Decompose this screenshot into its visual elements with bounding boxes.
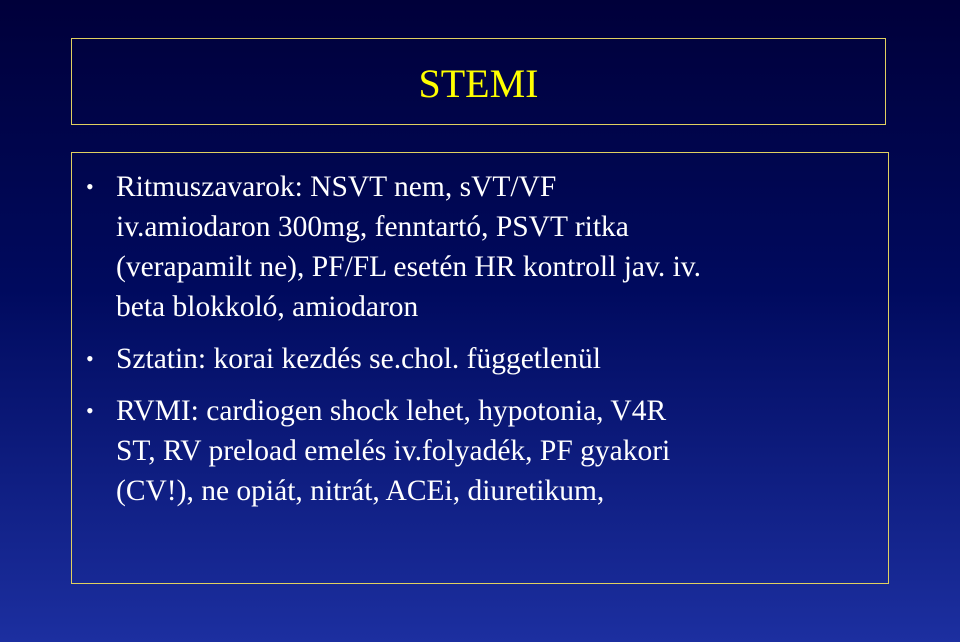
bullet-line: RVMI: cardiogen shock lehet, hypotonia, V4R [116,395,667,427]
bullet-icon: • [86,398,94,423]
bullet-line: ST, RV preload emelés iv.folyadék, PF gyakori [116,435,671,467]
bullet-line: (verapamilt ne), PF/FL esetén HR kontroll jav. iv. [116,251,701,283]
title-frame [71,38,886,125]
content-frame [71,152,889,584]
bullet-item-rvmi [72,391,701,511]
slide-title: STEMI [418,60,539,106]
bullet-icon: • [86,174,94,199]
bullet-line: Ritmuszavarok: NSVT nem, sVT/VF [116,171,557,203]
bullet-line: (CV!), ne opiát, nitrát, ACEi, diuretikum, [116,475,605,507]
bullet-item-statin [72,339,701,379]
bullet-line: beta blokkoló, amiodaron [116,291,419,323]
bullet-icon: • [86,346,94,371]
bullet-line: Sztatin: korai kezdés se.chol. függetlenül [116,343,601,375]
bullet-line: iv.amiodaron 300mg, fenntartó, PSVT ritka [116,211,629,243]
bullet-item-arrhythmia [72,167,701,327]
bullet-list [72,167,701,523]
